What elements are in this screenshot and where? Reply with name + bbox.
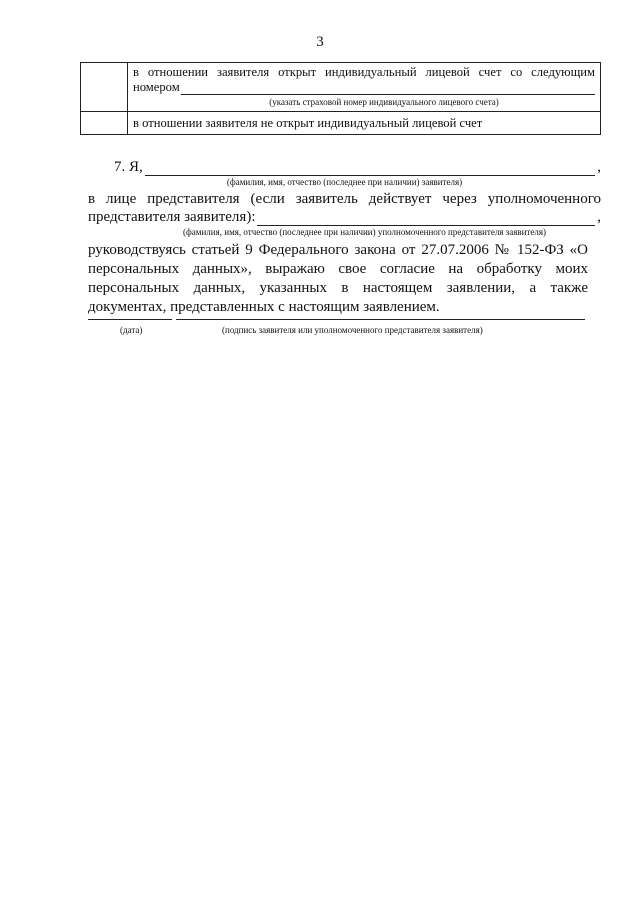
item7-comma: , <box>597 159 601 175</box>
representative-comma: , <box>597 209 601 225</box>
option-account-not-opened-text: в отношении заявителя не открыт индивидуальный лицевой счет <box>128 112 601 135</box>
account-number-line <box>133 80 595 95</box>
page-number: 3 <box>316 34 324 50</box>
representative-text-line2: представителя заявителя): <box>88 209 256 225</box>
item7-name-line <box>88 158 601 188</box>
applicant-name-hint: (фамилия, имя, отчество (последнее при наличии) заявителя) <box>226 177 463 187</box>
representative-text-line1: в лице представителя (если заявитель действует через уполномоченного <box>88 191 601 207</box>
account-number-hint: (указать страховой номер индивидуального лицевого счета) <box>269 97 499 107</box>
account-number-field[interactable] <box>181 82 595 95</box>
representative-name-hint: (фамилия, имя, отчество (последнее при наличии) уполномоченного представителя заявителя) <box>182 227 547 237</box>
option-account-opened-text: в отношении заявителя открыт индивидуальный лицевой счет со следующим <box>133 65 595 79</box>
signature-label: (подпись заявителя или уполномоченного представителя заявителя) <box>222 325 483 335</box>
account-number-label: номером <box>133 80 180 94</box>
item7-representative-block <box>88 190 601 238</box>
representative-name-field[interactable] <box>257 211 595 226</box>
option-text-cell <box>128 63 601 112</box>
item7-prefix: 7. Я, <box>114 159 143 175</box>
date-field[interactable] <box>88 319 172 320</box>
applicant-name-field[interactable] <box>145 161 595 176</box>
checkbox-cell-account-opened[interactable] <box>81 63 128 112</box>
signature-field[interactable] <box>176 319 585 320</box>
table-row-account-opened <box>81 63 601 112</box>
date-label: (дата) <box>120 325 143 335</box>
checkbox-cell-account-not-opened[interactable] <box>81 112 128 135</box>
consent-paragraph: руководствуясь статьей 9 Федерального закона от 27.07.2006 № 152-ФЗ «О персональных данных», выражаю свое согласие на обработку моих персональных данных, указанных в настоящем заявлении, а также документах, представленных с настоящим заявлением. <box>88 242 588 315</box>
account-options-table <box>80 62 601 135</box>
table-row-account-not-opened <box>81 112 601 135</box>
